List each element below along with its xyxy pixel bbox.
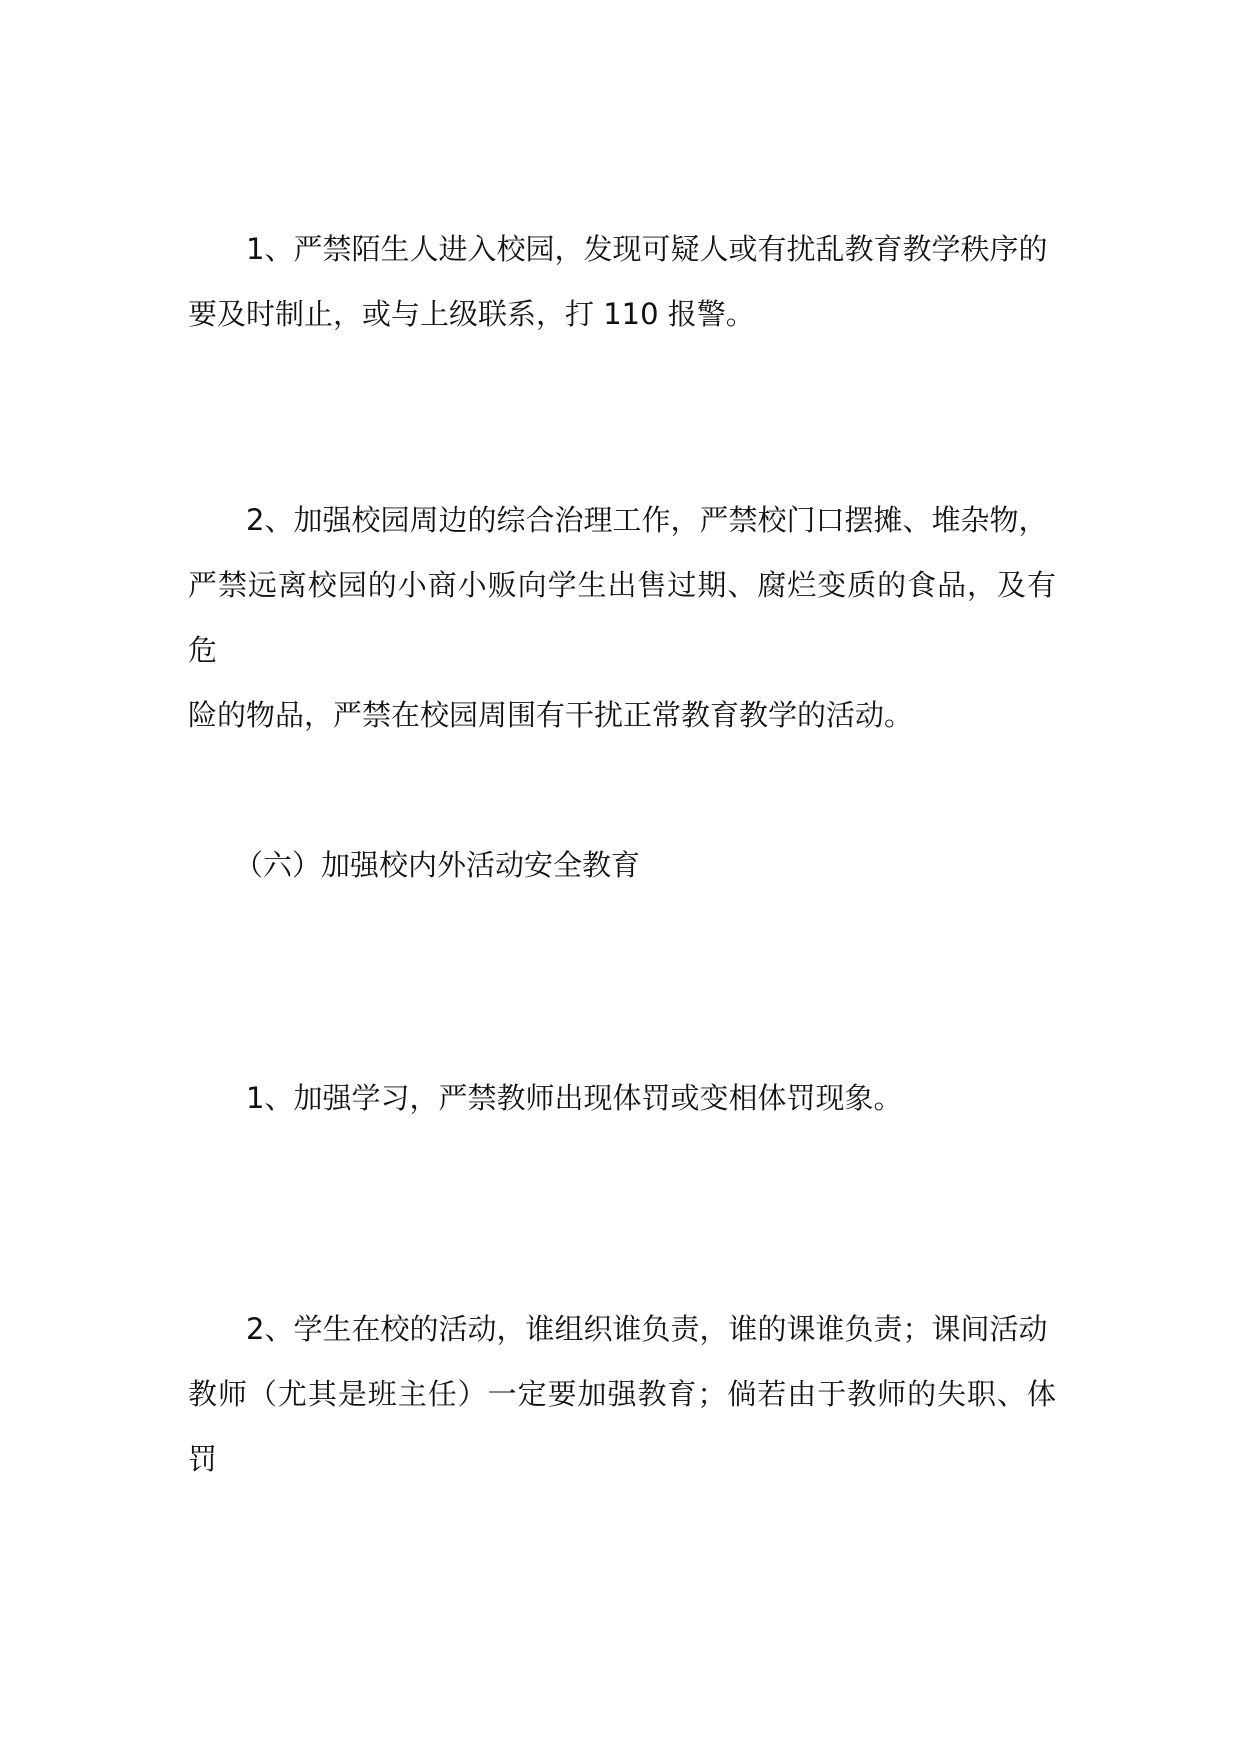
text-line: 险的物品，严禁在校园周围有干扰正常教育教学的活动。 bbox=[188, 698, 914, 732]
paragraph-item-2-activity-responsibility bbox=[188, 1297, 1056, 1492]
paragraph-item-2-campus-surroundings bbox=[188, 488, 1056, 748]
text-line: 1、加强学习，严禁教师出现体罚或变相体罚现象。 bbox=[246, 1081, 903, 1115]
paragraph-item-1-stranger-ban bbox=[188, 217, 1056, 347]
heading-text: （六）加强校内外活动安全教育 bbox=[234, 848, 641, 882]
section-heading-6 bbox=[188, 833, 1056, 898]
text-line: 1、严禁陌生人进入校园，发现可疑人或有扰乱教育教学秩序的 bbox=[246, 232, 1048, 266]
text-line: 2、加强校园周边的综合治理工作，严禁校门口摆摊、堆杂物， bbox=[246, 503, 1048, 537]
text-line: 要及时制止，或与上级联系，打 110 报警。 bbox=[188, 297, 755, 331]
paragraph-item-1-corporal-punishment bbox=[188, 1066, 1056, 1131]
text-line: 严禁远离校园的小商小贩向学生出售过期、腐烂变质的食品，及有危 bbox=[188, 568, 1056, 667]
text-line: 2、学生在校的活动，谁组织谁负责，谁的课谁负责；课间活动 bbox=[246, 1312, 1048, 1346]
text-line: 教师（尤其是班主任）一定要加强教育；倘若由于教师的失职、体罚 bbox=[188, 1377, 1056, 1476]
